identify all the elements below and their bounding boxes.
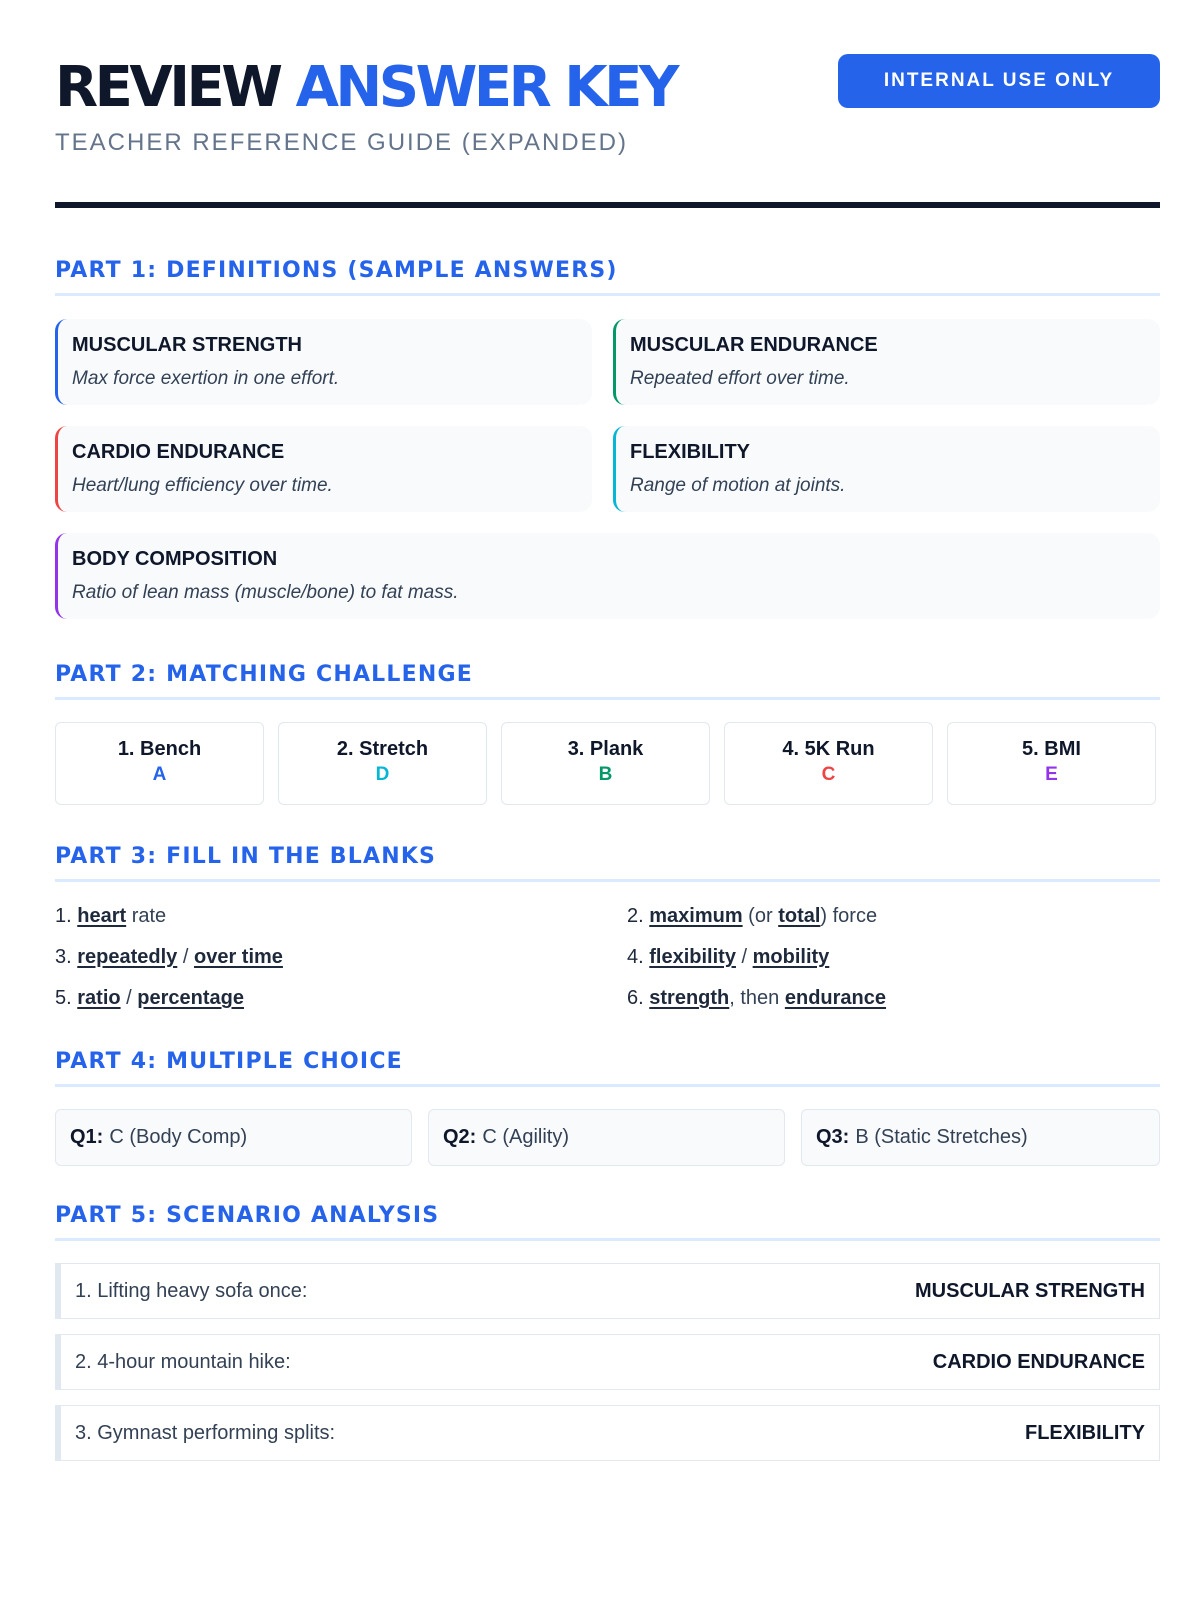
mc-question-label: Q2: (443, 1126, 477, 1148)
blank-answer-word: heart (77, 905, 127, 927)
part1-heading-text: PART 1: DEFINITIONS (SAMPLE ANSWERS) (55, 258, 618, 283)
title-review: REVIEW (55, 55, 280, 120)
match-item-4 (724, 722, 933, 805)
blank-answer-4 (627, 944, 829, 970)
mc-question-label: Q1: (70, 1126, 104, 1148)
definition-card-body-composition (55, 533, 1160, 619)
definition-term: BODY COMPOSITION (72, 548, 278, 570)
blank-answer-word: total (778, 905, 821, 927)
definition-text: Repeated effort over time. (630, 368, 850, 389)
header-divider (55, 202, 1160, 208)
blank-number: 5. (55, 987, 72, 1009)
blank-answer-word: mobility (752, 946, 830, 968)
scenario-question: 1. Lifting heavy sofa once: (75, 1279, 308, 1302)
definition-term: FLEXIBILITY (630, 441, 750, 463)
match-item-3 (501, 722, 710, 805)
part3-heading (55, 842, 1160, 882)
blank-answer-word: over time (193, 946, 283, 968)
blank-text: / (177, 946, 194, 968)
match-item-label: 1. Bench (117, 738, 202, 760)
blank-text: ) force (820, 905, 878, 927)
definition-card-cardio-endurance (55, 426, 592, 512)
scenario-question: 2. 4-hour mountain hike: (75, 1350, 291, 1373)
blank-answer-word: repeatedly (77, 946, 178, 968)
match-answer-letter: D (375, 764, 390, 785)
definition-text: Max force exertion in one effort. (72, 368, 340, 389)
scenario-question: 3. Gymnast performing splits: (75, 1421, 336, 1444)
mc-answer-text: C (Body Comp) (109, 1126, 248, 1148)
match-answer-letter: B (598, 764, 613, 785)
blank-answer-word: maximum (649, 905, 743, 927)
match-item-label: 5. BMI (1022, 738, 1081, 760)
part5-heading (55, 1201, 1160, 1241)
blank-answer-5 (55, 985, 244, 1011)
scenario-row-1 (55, 1263, 1160, 1319)
definition-term: CARDIO ENDURANCE (72, 441, 285, 463)
mc-answer-text: C (Agility) (482, 1126, 570, 1148)
part3-heading-text: PART 3: FILL IN THE BLANKS (55, 844, 437, 869)
part5-heading-text: PART 5: SCENARIO ANALYSIS (55, 1203, 440, 1228)
match-answer-letter: C (821, 764, 836, 785)
scenario-row-2 (55, 1334, 1160, 1390)
blank-number: 6. (627, 987, 644, 1009)
blank-text: / (735, 946, 753, 968)
part2-heading-text: PART 2: MATCHING CHALLENGE (55, 662, 473, 687)
blank-answer-3 (55, 944, 283, 970)
blank-text: / (120, 987, 138, 1009)
blank-text: , then (729, 987, 785, 1009)
match-answer-letter: A (152, 764, 167, 785)
blank-text: (or (742, 905, 779, 927)
match-item-label: 4. 5K Run (782, 738, 875, 760)
blank-answer-1 (55, 903, 166, 929)
scenario-row-3 (55, 1405, 1160, 1461)
definition-text: Ratio of lean mass (muscle/bone) to fat mass. (72, 582, 459, 603)
match-answer-letter: E (1045, 764, 1058, 785)
match-item-1 (55, 722, 264, 805)
mc-answer-q1 (55, 1109, 412, 1166)
blank-answer-2 (627, 903, 877, 929)
mc-answer-q3 (801, 1109, 1160, 1166)
mc-answer-q2 (428, 1109, 785, 1166)
blank-number: 1. (55, 905, 72, 927)
definition-card-muscular-strength (55, 319, 592, 405)
definition-card-muscular-endurance (613, 319, 1160, 405)
definition-text: Heart/lung efficiency over time. (72, 475, 333, 496)
definition-term: MUSCULAR STRENGTH (72, 334, 302, 356)
title-answer-key: ANSWER KEY (295, 55, 676, 120)
match-item-label: 3. Plank (567, 738, 644, 760)
part4-heading-text: PART 4: MULTIPLE CHOICE (55, 1049, 403, 1074)
blank-answer-6 (627, 985, 886, 1011)
scenario-answer: FLEXIBILITY (1025, 1421, 1145, 1444)
match-item-5 (947, 722, 1156, 805)
definition-term: MUSCULAR ENDURANCE (630, 334, 878, 356)
part4-heading (55, 1047, 1160, 1087)
definition-text: Range of motion at joints. (630, 475, 846, 496)
page-header (55, 56, 1160, 210)
mc-answer-text: B (Static Stretches) (855, 1126, 1028, 1148)
blank-number: 4. (627, 946, 644, 968)
blank-answer-word: strength (649, 987, 730, 1009)
match-item-label: 2. Stretch (336, 738, 429, 760)
blank-answer-word: percentage (137, 987, 244, 1009)
blank-answer-word: endurance (784, 987, 887, 1009)
scenario-answer: CARDIO ENDURANCE (932, 1350, 1145, 1373)
internal-use-badge: INTERNAL USE ONLY (838, 54, 1160, 108)
mc-question-label: Q3: (816, 1126, 850, 1148)
part1-heading (55, 256, 1160, 296)
part2-heading (55, 660, 1160, 700)
blank-number: 2. (627, 905, 644, 927)
page-subtitle: TEACHER REFERENCE GUIDE (EXPANDED) (55, 129, 628, 156)
blank-number: 3. (55, 946, 72, 968)
blank-answer-word: flexibility (649, 946, 736, 968)
scenario-answer: MUSCULAR STRENGTH (915, 1279, 1145, 1302)
blank-answer-word: ratio (77, 987, 121, 1009)
blank-text: rate (126, 905, 167, 927)
definition-card-flexibility (613, 426, 1160, 512)
match-item-2 (278, 722, 487, 805)
